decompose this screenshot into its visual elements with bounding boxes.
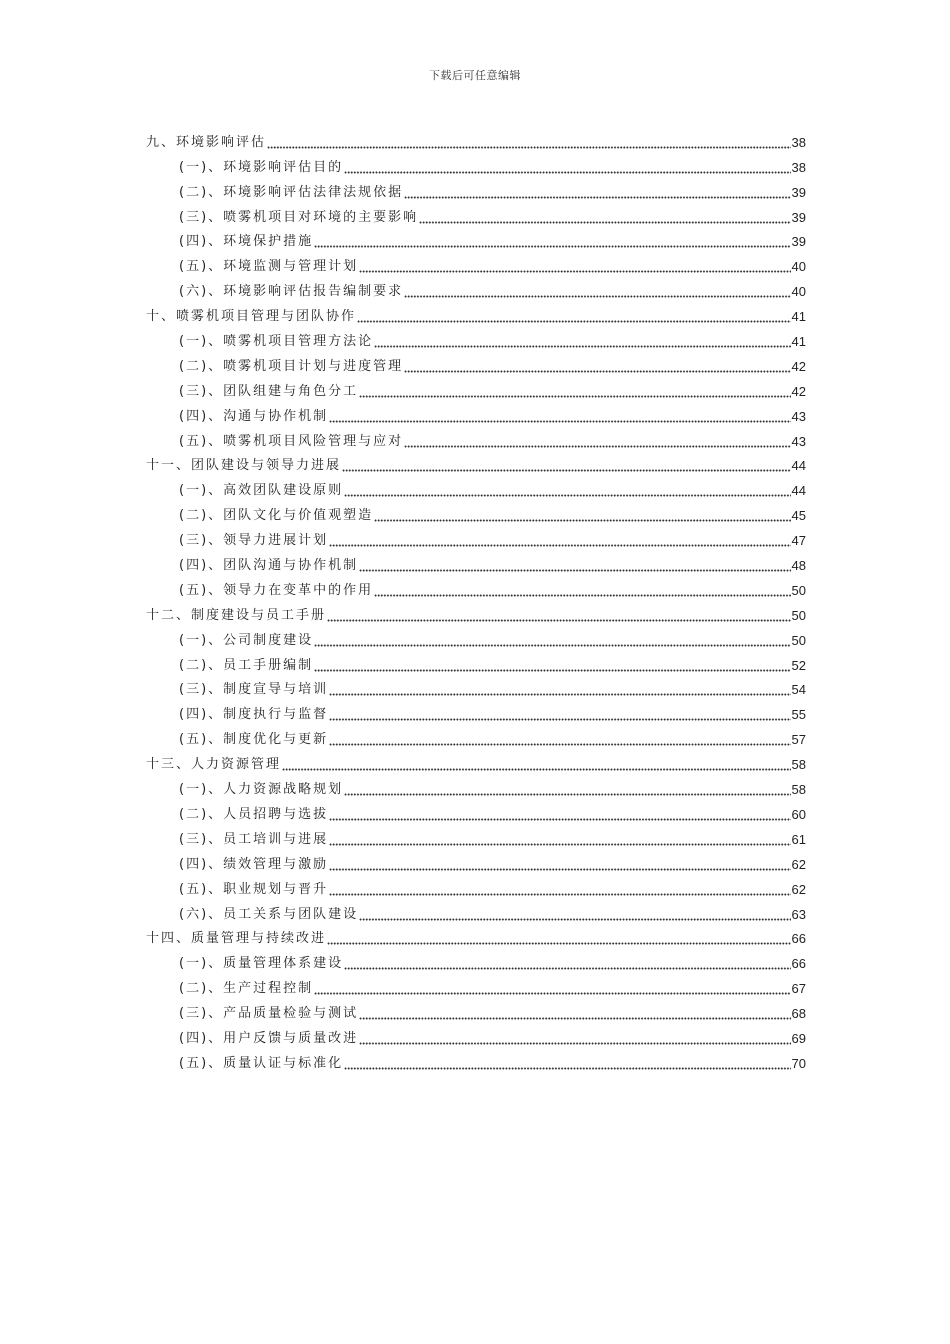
toc-dot-leader [344, 781, 790, 796]
toc-entry-page-number: 40 [791, 284, 806, 300]
toc-dot-leader [357, 308, 791, 323]
toc-dot-leader [404, 433, 790, 448]
toc-entry-page-number: 70 [791, 1055, 806, 1071]
toc-dot-leader [314, 632, 790, 647]
toc-entry-page-number: 66 [791, 956, 806, 972]
toc-section-entry[interactable] [146, 227, 806, 252]
toc-section-entry[interactable] [146, 426, 806, 451]
toc-section-entry[interactable] [146, 998, 806, 1023]
toc-entry-title: (五)、环境监测与管理计划 [179, 259, 359, 275]
toc-entry-title: (三)、喷雾机项目对环境的主要影响 [179, 209, 419, 225]
toc-section-entry[interactable] [146, 650, 806, 675]
toc-section-entry[interactable] [146, 177, 806, 202]
toc-section-entry[interactable] [146, 824, 806, 849]
toc-entry-page-number: 66 [791, 931, 806, 947]
toc-dot-leader [329, 806, 790, 821]
toc-entry-page-number: 44 [791, 483, 806, 499]
toc-entry-title: (四)、团队沟通与协作机制 [179, 558, 359, 574]
toc-dot-leader [329, 831, 790, 846]
toc-entry-title: (二)、团队文化与价值观塑造 [179, 508, 374, 524]
toc-entry-page-number: 45 [791, 508, 806, 524]
toc-entry-title: (六)、员工关系与团队建设 [179, 906, 359, 922]
toc-section-entry[interactable] [146, 849, 806, 874]
toc-section-entry[interactable] [146, 152, 806, 177]
toc-dot-leader [342, 457, 791, 472]
toc-entry-page-number: 48 [791, 558, 806, 574]
toc-entry-title: (五)、制度优化与更新 [179, 732, 329, 748]
toc-dot-leader [314, 980, 790, 995]
toc-section-entry[interactable] [146, 351, 806, 376]
toc-entry-title: (四)、环境保护措施 [179, 234, 314, 250]
toc-dot-leader [267, 134, 791, 149]
toc-dot-leader [404, 358, 790, 373]
toc-dot-leader [404, 184, 790, 199]
toc-entry-title: (一)、人力资源战略规划 [179, 782, 344, 798]
toc-dot-leader [282, 756, 791, 771]
toc-entry-title: 十三、人力资源管理 [146, 757, 282, 773]
toc-section-entry[interactable] [146, 326, 806, 351]
toc-dot-leader [344, 955, 790, 970]
toc-entry-title: (二)、环境影响评估法律法规依据 [179, 184, 404, 200]
toc-entry-page-number: 38 [791, 159, 806, 175]
toc-entry-title: (三)、产品质量检验与测试 [179, 1006, 359, 1022]
toc-dot-leader [404, 283, 790, 298]
toc-section-entry[interactable] [146, 376, 806, 401]
toc-section-entry[interactable] [146, 500, 806, 525]
toc-section-entry[interactable] [146, 724, 806, 749]
toc-dot-leader [374, 507, 790, 522]
toc-entry-page-number: 55 [791, 707, 806, 723]
toc-entry-page-number: 39 [791, 209, 806, 225]
toc-entry-title: (四)、用户反馈与质量改进 [179, 1030, 359, 1046]
toc-entry-page-number: 50 [791, 607, 806, 623]
toc-entry-page-number: 38 [791, 134, 806, 150]
toc-section-entry[interactable] [146, 874, 806, 899]
toc-entry-title: 十、喷雾机项目管理与团队协作 [146, 309, 357, 325]
toc-entry-page-number: 54 [791, 682, 806, 698]
toc-entry-page-number: 43 [791, 408, 806, 424]
toc-entry-title: 九、环境影响评估 [146, 134, 267, 150]
toc-dot-leader [329, 681, 790, 696]
toc-dot-leader [359, 1030, 790, 1045]
toc-entry-title: (五)、领导力在变革中的作用 [179, 582, 374, 598]
toc-entry-title: (六)、环境影响评估报告编制要求 [179, 284, 404, 300]
toc-section-entry[interactable] [146, 276, 806, 301]
toc-section-entry[interactable] [146, 699, 806, 724]
toc-chapter-entry[interactable] [146, 924, 806, 949]
toc-entry-title: (一)、喷雾机项目管理方法论 [179, 334, 374, 350]
toc-section-entry[interactable] [146, 948, 806, 973]
toc-dot-leader [329, 408, 790, 423]
toc-dot-leader [344, 1055, 790, 1070]
toc-entry-title: (三)、制度宣导与培训 [179, 682, 329, 698]
toc-entry-page-number: 39 [791, 234, 806, 250]
toc-dot-leader [374, 582, 790, 597]
toc-entry-page-number: 42 [791, 383, 806, 399]
toc-entry-title: (二)、生产过程控制 [179, 981, 314, 997]
toc-entry-title: (四)、制度执行与监督 [179, 707, 329, 723]
toc-entry-title: (三)、员工培训与进展 [179, 831, 329, 847]
toc-section-entry[interactable] [146, 774, 806, 799]
toc-entry-title: (二)、员工手册编制 [179, 657, 314, 673]
toc-entry-page-number: 47 [791, 533, 806, 549]
toc-entry-page-number: 43 [791, 433, 806, 449]
toc-entry-title: (一)、公司制度建设 [179, 632, 314, 648]
toc-dot-leader [359, 258, 790, 273]
toc-dot-leader [374, 333, 790, 348]
toc-entry-title: 十一、团队建设与领导力进展 [146, 458, 342, 474]
toc-entry-title: (五)、喷雾机项目风险管理与应对 [179, 433, 404, 449]
toc-dot-leader [329, 856, 790, 871]
toc-dot-leader [359, 557, 790, 572]
toc-entry-page-number: 42 [791, 358, 806, 374]
toc-entry-page-number: 63 [791, 906, 806, 922]
toc-entry-page-number: 57 [791, 732, 806, 748]
toc-chapter-entry[interactable] [146, 451, 806, 476]
toc-section-entry[interactable] [146, 550, 806, 575]
toc-section-entry[interactable] [146, 1048, 806, 1073]
toc-section-entry[interactable] [146, 475, 806, 500]
toc-entry-page-number: 58 [791, 782, 806, 798]
toc-chapter-entry[interactable] [146, 301, 806, 326]
toc-entry-title: (四)、绩效管理与激励 [179, 856, 329, 872]
toc-entry-page-number: 61 [791, 831, 806, 847]
toc-section-entry[interactable] [146, 575, 806, 600]
toc-entry-page-number: 60 [791, 806, 806, 822]
toc-section-entry[interactable] [146, 401, 806, 426]
toc-section-entry[interactable] [146, 973, 806, 998]
toc-section-entry[interactable] [146, 799, 806, 824]
toc-dot-leader [419, 209, 790, 224]
toc-entry-title: (一)、质量管理体系建设 [179, 956, 344, 972]
toc-entry-page-number: 68 [791, 1006, 806, 1022]
toc-entry-title: 十二、制度建设与员工手册 [146, 607, 327, 623]
toc-entry-title: (五)、职业规划与晋升 [179, 881, 329, 897]
toc-entry-title: (一)、环境影响评估目的 [179, 159, 344, 175]
toc-entry-page-number: 69 [791, 1030, 806, 1046]
toc-entry-title: (二)、人员招聘与选拔 [179, 806, 329, 822]
toc-dot-leader [359, 383, 790, 398]
toc-dot-leader [329, 706, 790, 721]
toc-entry-page-number: 58 [791, 757, 806, 773]
toc-entry-page-number: 39 [791, 184, 806, 200]
toc-dot-leader [329, 881, 790, 896]
toc-section-entry[interactable] [146, 675, 806, 700]
toc-dot-leader [359, 906, 790, 921]
toc-entry-page-number: 50 [791, 582, 806, 598]
toc-dot-leader [359, 1005, 790, 1020]
toc-entry-page-number: 40 [791, 259, 806, 275]
toc-chapter-entry[interactable] [146, 600, 806, 625]
toc-entry-page-number: 62 [791, 881, 806, 897]
toc-chapter-entry[interactable] [146, 749, 806, 774]
page-header: 下载后可任意编辑 [429, 69, 521, 82]
toc-entry-title: (一)、高效团队建设原则 [179, 483, 344, 499]
toc-section-entry[interactable] [146, 525, 806, 550]
toc-entry-page-number: 52 [791, 657, 806, 673]
toc-dot-leader [327, 607, 791, 622]
table-of-contents [146, 127, 806, 1073]
toc-entry-page-number: 41 [791, 309, 806, 325]
toc-dot-leader [314, 233, 790, 248]
toc-entry-title: 十四、质量管理与持续改进 [146, 931, 327, 947]
toc-dot-leader [344, 159, 790, 174]
toc-entry-page-number: 62 [791, 856, 806, 872]
toc-dot-leader [329, 532, 790, 547]
toc-section-entry[interactable] [146, 251, 806, 276]
toc-entry-page-number: 41 [791, 334, 806, 350]
toc-entry-title: (三)、领导力进展计划 [179, 533, 329, 549]
toc-entry-title: (三)、团队组建与角色分工 [179, 383, 359, 399]
toc-entry-page-number: 50 [791, 632, 806, 648]
toc-dot-leader [327, 930, 791, 945]
toc-entry-title: (二)、喷雾机项目计划与进度管理 [179, 358, 404, 374]
toc-section-entry[interactable] [146, 202, 806, 227]
toc-dot-leader [314, 657, 790, 672]
toc-dot-leader [344, 482, 790, 497]
toc-entry-page-number: 67 [791, 981, 806, 997]
toc-entry-title: (四)、沟通与协作机制 [179, 408, 329, 424]
toc-entry-title: (五)、质量认证与标准化 [179, 1055, 344, 1071]
toc-section-entry[interactable] [146, 625, 806, 650]
toc-dot-leader [329, 731, 790, 746]
toc-chapter-entry[interactable] [146, 127, 806, 152]
toc-section-entry[interactable] [146, 899, 806, 924]
toc-entry-page-number: 44 [791, 458, 806, 474]
toc-section-entry[interactable] [146, 1023, 806, 1048]
